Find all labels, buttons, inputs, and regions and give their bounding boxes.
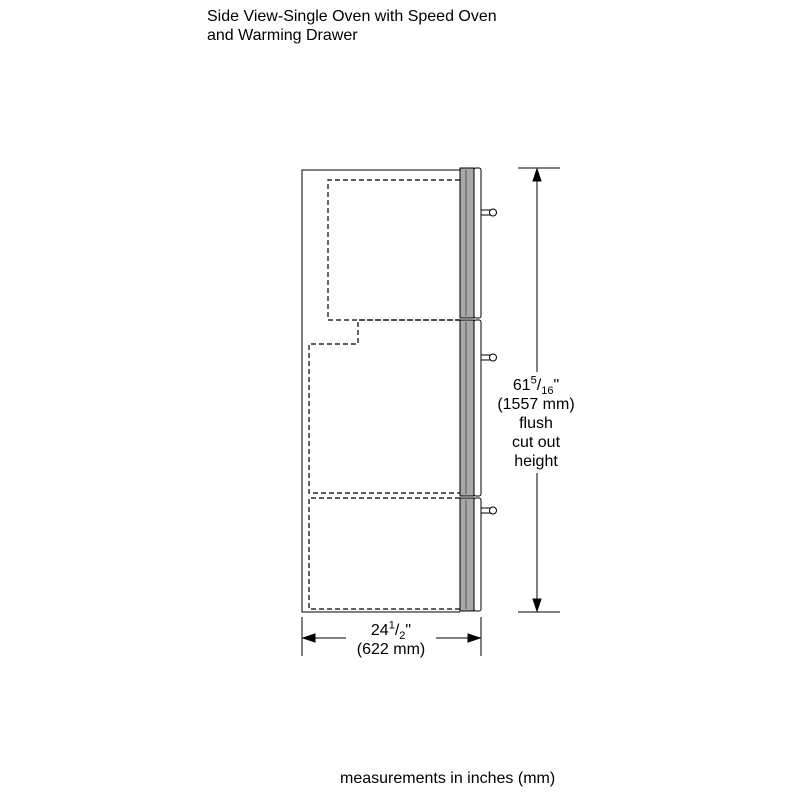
- height-note-line-1: flush: [519, 415, 553, 432]
- warming-drawer-body: [309, 498, 460, 609]
- door-edges: [474, 168, 481, 611]
- speed-oven-handle-icon: [481, 209, 497, 216]
- front-panels: [460, 168, 474, 611]
- height-imperial: $61^5/_{16}$": [512, 374, 560, 398]
- depth-dimension-label: [341, 621, 441, 659]
- warming-drawer-handle-icon: [481, 507, 497, 514]
- single-oven-body: [309, 320, 460, 493]
- depth-imperial: $24^1/_2$": [370, 619, 412, 643]
- title-line-1: Side View-Single Oven with Speed Oven: [207, 8, 497, 25]
- height-note-line-3: height: [514, 453, 558, 470]
- single-oven-front: [460, 320, 474, 496]
- height-note-line-2: cut out: [511, 434, 561, 451]
- cabinet-outline: [302, 170, 460, 612]
- title-line-2: and Warming Drawer: [207, 27, 358, 44]
- appliance-bodies: [309, 180, 460, 609]
- warming-drawer-front: [460, 498, 474, 611]
- single-oven-handle-icon: [481, 354, 497, 361]
- measurement-units-note: measurements in inches (mm): [340, 770, 556, 787]
- height-metric: (1557 mm): [497, 396, 575, 413]
- speed-oven-front: [460, 168, 474, 318]
- depth-metric: (622 mm): [356, 641, 426, 658]
- height-dimension-label: [486, 376, 586, 471]
- speed-oven-body: [328, 180, 460, 320]
